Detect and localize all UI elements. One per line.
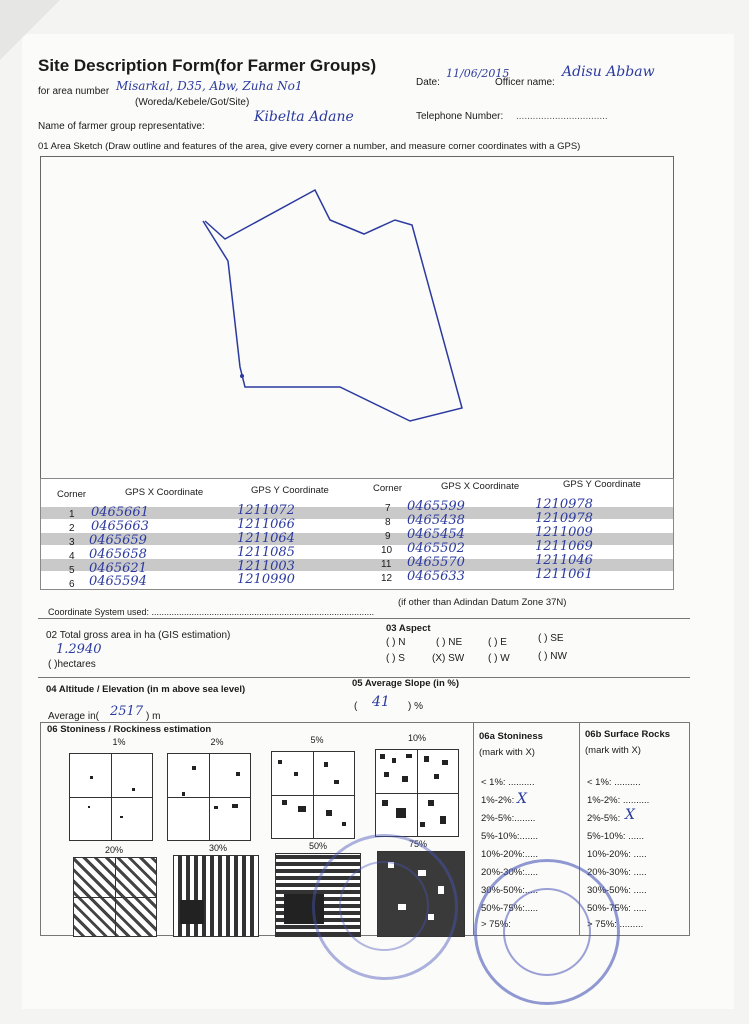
pct-5: 5% bbox=[310, 735, 324, 745]
surface-rocks-item-4[interactable]: 10%-20%: ..... bbox=[587, 849, 647, 860]
row-7-corner: 7 bbox=[385, 503, 391, 514]
col-corner-left: Corner bbox=[57, 489, 87, 500]
sketch-heading: 01 Area Sketch (Draw outline and features of the area, give every corner a number, and measure corner coordinates with a GPS) bbox=[38, 141, 581, 152]
surface-rocks-item-6[interactable]: 30%-50%: ..... bbox=[587, 885, 647, 896]
stone-box-20 bbox=[73, 857, 157, 937]
area-number-label: for area number bbox=[38, 86, 110, 97]
row-6-x: 0465594 bbox=[89, 574, 147, 589]
divider-06a bbox=[473, 723, 474, 935]
aspect-label: 03 Aspect bbox=[386, 623, 431, 634]
stoniness-heading: 06 Stoniness / Rockiness estimation bbox=[47, 724, 212, 735]
pct-2: 2% bbox=[210, 737, 224, 747]
altitude-value: 2517 bbox=[110, 704, 144, 719]
row-5-y: 1211003 bbox=[237, 559, 295, 574]
row-9-corner: 9 bbox=[385, 531, 391, 542]
row-5-x: 0465621 bbox=[89, 561, 147, 576]
pct-30: 30% bbox=[208, 843, 227, 853]
area-unit: ( )hectares bbox=[48, 659, 96, 670]
pct-75: 75% bbox=[408, 839, 427, 849]
row-8-y: 1210978 bbox=[535, 511, 593, 526]
row-10-x: 0465502 bbox=[407, 541, 465, 556]
area-outline bbox=[203, 190, 462, 421]
form-page bbox=[22, 34, 734, 1009]
stoniness-a-sub: (mark with X) bbox=[479, 747, 535, 758]
row-12-corner: 12 bbox=[381, 573, 393, 584]
surface-rocks-item-7[interactable]: 50%-75%: ..... bbox=[587, 903, 647, 914]
stoniness-a-item-3[interactable]: 5%-10%:....... bbox=[481, 831, 539, 842]
row-4-x: 0465658 bbox=[89, 547, 147, 562]
official-stamp-left bbox=[312, 834, 458, 980]
sketch-box bbox=[40, 156, 674, 480]
col-corner-right: Corner bbox=[373, 483, 403, 494]
row-1-x: 0465661 bbox=[91, 505, 149, 520]
row-2-corner: 2 bbox=[69, 523, 75, 534]
slope-close: ) % bbox=[408, 701, 423, 712]
area-number-value: Misarkal, D35, Abw, Zuha No1 bbox=[116, 79, 303, 93]
stone-box-5 bbox=[271, 751, 355, 839]
col-y-right: GPS Y Coordinate bbox=[563, 479, 641, 490]
telephone-label: Telephone Number: bbox=[416, 111, 504, 122]
row-11-x: 0465570 bbox=[407, 555, 465, 570]
representative-label: Name of farmer group representative: bbox=[38, 121, 205, 132]
row-4-y: 1211085 bbox=[237, 545, 295, 560]
row-10-corner: 10 bbox=[381, 545, 393, 556]
aspect-sw[interactable]: (X) SW bbox=[432, 653, 465, 664]
altitude-suffix: ) m bbox=[146, 711, 161, 722]
altitude-prefix: Average in( bbox=[48, 711, 99, 722]
row-9-y: 1211009 bbox=[535, 525, 593, 540]
col-x-left: GPS X Coordinate bbox=[125, 487, 204, 498]
surface-rocks-item-2[interactable]: 2%-5%: bbox=[587, 813, 621, 824]
aspect-se[interactable]: ( ) SE bbox=[538, 633, 564, 644]
stoniness-a-item-4[interactable]: 10%-20%:..... bbox=[481, 849, 539, 860]
row-11-corner: 11 bbox=[381, 559, 392, 570]
stoniness-a-mark: X bbox=[517, 791, 527, 807]
form-title: Site Description Form(for Farmer Groups) bbox=[38, 56, 377, 75]
official-stamp-right bbox=[474, 859, 620, 1005]
stoniness-a-item-5[interactable]: 20%-30%:..... bbox=[481, 867, 539, 878]
row-12-y: 1211061 bbox=[535, 567, 593, 582]
stoniness-a-item-8[interactable]: > 75%: bbox=[481, 919, 511, 930]
surface-rocks-item-3[interactable]: 5%-10%: ...... bbox=[587, 831, 645, 842]
slope-value: 41 bbox=[372, 694, 390, 710]
stone-box-10 bbox=[375, 749, 459, 837]
area-sketch bbox=[41, 157, 673, 479]
aspect-e[interactable]: ( ) E bbox=[488, 637, 507, 648]
row-1-y: 1211072 bbox=[237, 503, 295, 518]
officer-label: Officer name: bbox=[495, 77, 555, 88]
telephone-dots: ................................. bbox=[516, 111, 608, 122]
stoniness-a-item-2[interactable]: 2%-5%:........ bbox=[481, 813, 536, 824]
row-3-y: 1211064 bbox=[237, 531, 295, 546]
pct-1: 1% bbox=[112, 737, 126, 747]
row-4-corner: 4 bbox=[69, 551, 75, 562]
row-12-x: 0465633 bbox=[407, 569, 465, 584]
area-number-sub: (Woreda/Kebele/Got/Site) bbox=[135, 97, 250, 108]
pct-50: 50% bbox=[308, 841, 327, 851]
stoniness-a-item-6[interactable]: 30%-50%:..... bbox=[481, 885, 539, 896]
row-2-y: 1211066 bbox=[237, 517, 295, 532]
area-value: 1.2940 bbox=[56, 642, 102, 657]
aspect-s[interactable]: ( ) S bbox=[386, 653, 405, 664]
stone-box-30 bbox=[173, 855, 259, 937]
row-3-x: 0465659 bbox=[89, 533, 147, 548]
date-label: Date: bbox=[416, 77, 440, 88]
surface-rocks-title: 06b Surface Rocks bbox=[585, 729, 671, 740]
row-3-corner: 3 bbox=[69, 537, 75, 548]
stoniness-a-title: 06a Stoniness bbox=[479, 731, 543, 742]
slope-label: 05 Average Slope (in %) bbox=[352, 678, 459, 689]
aspect-w[interactable]: ( ) W bbox=[488, 653, 510, 664]
divider-1 bbox=[38, 618, 690, 619]
stoniness-a-item-0[interactable]: < 1%: .......... bbox=[481, 777, 535, 788]
row-2-x: 0465663 bbox=[91, 519, 149, 534]
col-y-left: GPS Y Coordinate bbox=[251, 485, 329, 496]
folded-corner bbox=[0, 0, 60, 60]
stone-box-1 bbox=[69, 753, 153, 841]
aspect-ne[interactable]: ( ) NE bbox=[436, 637, 463, 648]
pct-10: 10% bbox=[407, 733, 426, 743]
row-6-corner: 6 bbox=[69, 579, 75, 590]
slope-open: ( bbox=[354, 701, 358, 712]
gps-table-box bbox=[40, 478, 674, 590]
stoniness-a-item-1[interactable]: 1%-2%: bbox=[481, 795, 515, 806]
row-5-corner: 5 bbox=[69, 565, 75, 576]
surface-rocks-mark: X bbox=[625, 807, 635, 823]
representative-value: Kibelta Adane bbox=[254, 109, 354, 125]
surface-rocks-item-0[interactable]: < 1%: .......... bbox=[587, 777, 641, 788]
surface-rocks-item-8[interactable]: > 75%: ......... bbox=[587, 919, 644, 930]
row-11-y: 1211046 bbox=[535, 553, 593, 568]
area-label: 02 Total gross area in ha (GIS estimation) bbox=[46, 630, 231, 641]
row-7-y: 1210978 bbox=[535, 497, 593, 512]
altitude-label: 04 Altitude / Elevation (in m above sea level) bbox=[46, 684, 246, 695]
date-value: 11/06/2015 bbox=[446, 67, 510, 80]
coordinate-system-label: Coordinate System used: ......................................................................................... bbox=[48, 607, 375, 617]
row-1-corner: 1 bbox=[69, 509, 75, 520]
row-8-corner: 8 bbox=[385, 517, 391, 528]
coordinate-system-note: (if other than Adindan Datum Zone 37N) bbox=[398, 597, 567, 608]
surface-rocks-item-1[interactable]: 1%-2%: .......... bbox=[587, 795, 650, 806]
surface-rocks-sub: (mark with X) bbox=[585, 745, 641, 756]
aspect-n[interactable]: ( ) N bbox=[386, 637, 406, 648]
row-7-x: 0465599 bbox=[407, 499, 465, 514]
surface-rocks-item-5[interactable]: 20%-30%: ..... bbox=[587, 867, 647, 878]
row-10-y: 1211069 bbox=[535, 539, 593, 554]
row-8-x: 0465438 bbox=[407, 513, 465, 528]
stoniness-a-item-7[interactable]: 50%-75%:..... bbox=[481, 903, 539, 914]
col-x-right: GPS X Coordinate bbox=[441, 481, 520, 492]
row-9-x: 0465454 bbox=[407, 527, 465, 542]
officer-value: Adisu Abbaw bbox=[562, 64, 655, 80]
stone-box-2 bbox=[167, 753, 251, 841]
row-6-y: 1210990 bbox=[237, 572, 295, 587]
pct-20: 20% bbox=[104, 845, 123, 855]
aspect-nw[interactable]: ( ) NW bbox=[538, 651, 567, 662]
